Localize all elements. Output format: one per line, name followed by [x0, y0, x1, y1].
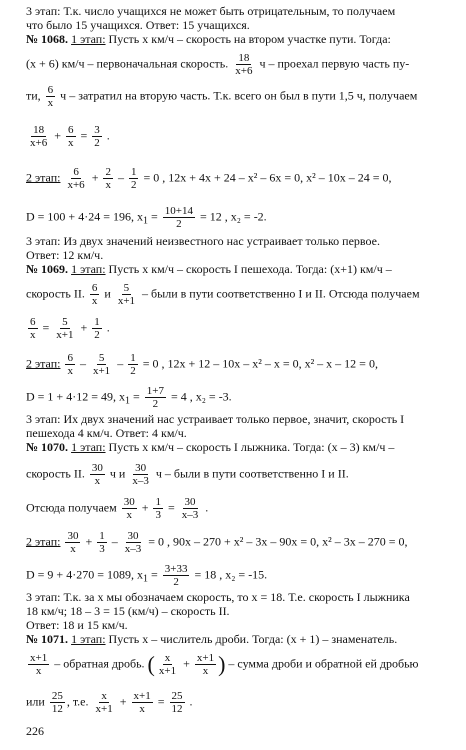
text: ч – проехал первую часть пу- — [259, 56, 410, 71]
stage-label: 1 этап: — [71, 262, 106, 276]
equation: $\frac{18}{x+6}$ + $\frac{6}{x}$ = $\frac{3}{2}$ . — [30, 124, 110, 149]
equation: 2 этап: $\frac{6}{x}$ – $\frac{5}{x+1}$ – $\frac{1}{2}$ = 0 , 12x + 12 – 10x – x² – x = 0, x² – x – 12 = 0, — [26, 352, 378, 377]
page-number: 226 — [26, 724, 44, 738]
text: (x + 6) км/ч – первоначальная скорость. — [26, 56, 229, 71]
text: ч – затратил на вторую часть. Т.к. всего он был в пути 1,5 ч, получаем — [60, 88, 418, 103]
text: ти, — [26, 88, 41, 103]
equation: D = 1 + 4·12 = 49, $x_1$ = $\frac{1+7}{2}$ = 4 , x₂ = -3. — [26, 385, 232, 410]
text-line: скорость II. $\frac{30}{x}$ ч и $\frac{30}{x-3}$ ч – были в пути соответственно I и II. — [26, 462, 349, 487]
stage-label: 1 этап: — [71, 632, 106, 646]
text-line: № 1070. 1 этап: Пусть x км/ч – скорость I лыжника. Тогда: (x – 3) км/ч – — [26, 440, 395, 454]
equation: $\frac{6}{x}$ = $\frac{5}{x+1}$ + $\frac{1}{2}$ . — [30, 316, 110, 341]
stage-label: 1 этап: — [71, 440, 106, 454]
stage-label: 2 этап: — [26, 170, 61, 185]
text-line: что было 15 учащихся. Ответ: 15 учащихся. — [26, 18, 250, 32]
text-line: № 1069. 1 этап: Пусть x км/ч – скорость I пешехода. Тогда: (x+1) км/ч – — [26, 262, 392, 276]
problem-number: № 1068. — [26, 32, 69, 46]
stage-label: 1 этап: — [71, 32, 106, 46]
text-line: 3 этап: Т.к. за x мы обозначаем скорость, то x = 18. Т.е. скорость I лыжника — [26, 590, 410, 604]
text-line — [26, 84, 454, 109]
text-line — [26, 32, 454, 46]
equation: 2 этап: $\frac{30}{x}$ + $\frac{1}{3}$ – $\frac{30}{x-3}$ = 0 , 90x – 270 + x² – 3x – 90x = 0, x² – 3x – 270 = 0, — [26, 530, 408, 555]
text-line: 3 этап: Т.к. число учащихся не может быть отрицательным, то получаем — [26, 4, 396, 18]
equation: 2 этап: $\frac{6}{x+6}$ + $\frac{2}{x}$ – $\frac{1}{2}$ = 0 , 12x + 4x + 24 – x² – 6x = 0, x² – 10x – 24 = 0, — [26, 166, 392, 191]
equation: Отсюда получаем $\frac{30}{x}$ + $\frac{1}{3}$ = $\frac{30}{x-3}$ . — [26, 496, 209, 521]
equation: D = 100 + 4·24 = 196, $x_1$ = $\frac{10+14}{2}$ = 12 , x₂ = -2. — [26, 205, 267, 230]
text-line: 18 км/ч; 18 – 3 = 15 (км/ч) – скорость II. — [26, 604, 230, 618]
problem-number: № 1070. — [26, 440, 69, 454]
text-line: пешехода 4 км/ч. Ответ: 4 км/ч. — [26, 426, 187, 440]
text-line: 3 этап: Их двух значений нас устраивает только первое, значит, скорость I — [26, 412, 405, 426]
text-line — [26, 52, 454, 77]
text-line: скорость II. $\frac{6}{x}$ и $\frac{5}{x+1}$ – были в пути соответственно I и II. Отсюда получаем — [26, 282, 420, 307]
text-line: Ответ: 12 км/ч. — [26, 248, 104, 262]
text-line: $\frac{x+1}{x}$ – обратная дробь. ( $\frac{x}{x+1}$ + $\frac{x+1}{x}$ ) – сумма дроби и обратной ей дробью — [30, 651, 419, 677]
text-line: 3 этап: Из двух значений неизвестного нас устраивает только первое. — [26, 234, 380, 248]
problem-number: № 1069. — [26, 262, 69, 276]
text-line: или $\frac{25}{12}$ , т.е. $\frac{x}{x+1}$ + $\frac{x+1}{x}$ = $\frac{25}{12}$ . — [26, 690, 193, 715]
text-line: Ответ: 18 и 15 км/ч. — [26, 618, 128, 632]
text: Пусть x км/ч – скорость на втором участке пути. Тогда: — [105, 32, 391, 46]
fraction: $\frac{6}{x}$ — [47, 84, 54, 109]
text-line: № 1071. 1 этап: Пусть x – числитель дроби. Тогда: (x + 1) – знаменатель. — [26, 632, 398, 646]
fraction: $\frac{18}{x+6}$ — [235, 52, 253, 77]
equation: D = 9 + 4·270 = 1089, $x_1$ = $\frac{3+33}{2}$ = 18 , x₂ = -15. — [26, 563, 268, 588]
problem-number: № 1071. — [26, 632, 69, 646]
